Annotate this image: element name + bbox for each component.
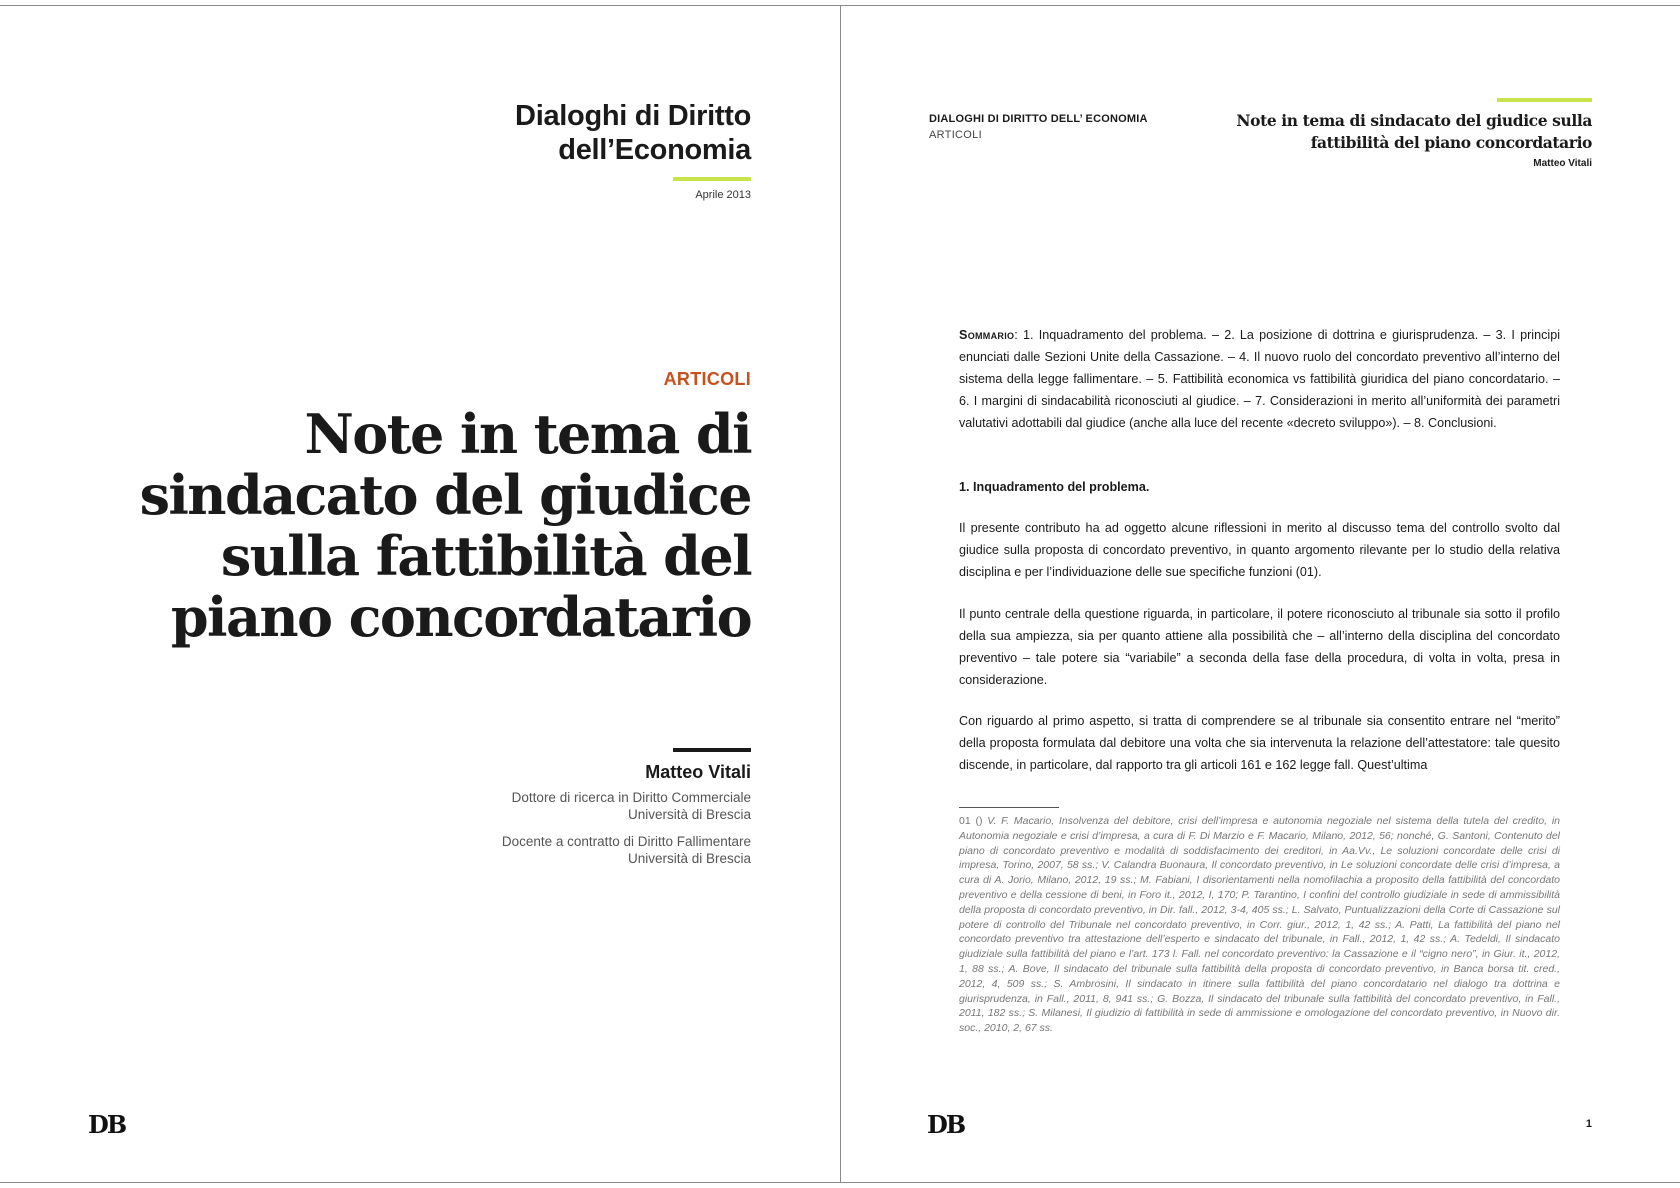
running-head-author: Matteo Vitali [1533,158,1592,169]
summary-text: : 1. Inquadramento del problema. – 2. La posizione di dottrina e giurisprudenza. – 3. I principi enunciati dalle Sezioni Unite della Cassazione. – 4. Il nuovo ruolo del concordato preventivo all’interno del sistema della legge fallimentare. – 5. Fattibilità economica vs fattibilità giuridica del piano concordatario. – 6. I margini di sindacabilità riconosciuti al giudice. – 7. Considerazioni in merito all’uniformità dei parametri valutativi adottabili dal giudice (anche alla luce del recente «decreto sviluppo»). – 8. Conclusioni. [959,328,1560,430]
accent-bar [673,177,751,181]
section-heading: 1. Inquadramento del problema. [959,480,1150,494]
running-title-line: Note in tema di sindacato del giudice sulla [1236,111,1592,130]
page-number: 1 [1585,1118,1592,1130]
publisher-logo: DB [88,1110,126,1139]
running-head-journal: DIALOGHI DI DIRITTO DELL’ ECONOMIA [929,113,1148,125]
summary-label: Sommario [959,328,1015,342]
affiliation-institution: Università di Brescia [627,851,751,866]
journal-title [515,99,751,167]
affiliation-role: Dottore di ricerca in Diritto Commerciale [511,790,751,805]
cover-page [0,6,840,1182]
affiliation-role: Docente a contratto di Diritto Fallimentare [501,834,751,849]
page-spread [0,5,1680,1183]
publisher-logo: DB [927,1110,965,1139]
running-title-line: fattibilità del piano concordatario [1310,133,1592,152]
author-name: Matteo Vitali [645,762,751,782]
body-paragraph: Con riguardo al primo aspetto, si tratta di comprendere se al tribunale sia consentito entrare nel “merito” della proposta formulata dal debitore una volta che sia intervenuta la relazione dell’attestatore: tale quesito discende, in particolare, dal rapporto tra gli articoli 161 e 162 legge fall. Quest’ultima [959,714,1560,772]
author-divider [673,748,751,752]
running-head-title [1236,110,1592,154]
issue-date: Aprile 2013 [695,189,751,201]
journal-title-line-2: dell’Economia [558,134,751,166]
accent-bar [1497,98,1592,102]
affiliation-institution: Università di Brescia [627,807,751,822]
article-title-line: Note in tema di [304,402,751,466]
article-title [111,404,751,648]
journal-title-line-1: Dialoghi di Diritto [515,100,751,132]
author-affiliation [512,789,751,823]
article-page [841,6,1680,1182]
author-affiliation [502,833,751,867]
article-title-line: sindacato del giudice [139,463,751,527]
footnote-divider [959,807,1059,808]
footnote-number: 01 () [959,815,988,827]
summary [959,324,1560,434]
body-paragraph: Il punto centrale della questione riguarda, in particolare, il potere riconosciuto al tribunale sia sotto il profilo della sua ampiezza, sia per quanto attiene alla possibilità che – all’interno della disciplina del concordato preventivo – tale potere sia “variabile” a seconda della fase della procedura, di volta in volta, presa in considerazione. [959,607,1560,687]
running-head-section: ARTICOLI [929,129,982,141]
footnote [959,814,1560,1036]
article-title-line: sulla fattibilità del [220,524,751,588]
section-label: ARTICOLI [663,369,751,389]
body-paragraph: Il presente contributo ha ad oggetto alcune riflessioni in merito al discusso tema del controllo svolto dal giudice sulla proposta di concordato preventivo, in quanto argomento rilevante per lo studio della relativa disciplina e per l’individuazione delle sue specifiche funzioni (01). [959,521,1560,579]
footnote-text: V. F. Macario, Insolvenza del debitore, crisi dell’impresa e autonomia negoziale nel sistema della tutela del credito, in Autonomia negoziale e crisi d’impresa, a cura di F. Di Marzio e F. Macario, Milano, 2012, 56; nonché, G. Santoni, Contenuto del piano di concordato preventivo e modalità di soddisfacimento dei creditori, in Aa.Vv., Le soluzioni concordate delle crisi di impresa, Torino, 2007, 58 ss.; V. Calandra Buonaura, Il concordato preventivo, in Le soluzioni concordate delle crisi d’impresa, a cura di A. Jorio, Milano, 2012, 19 ss.; M. Fabiani, I disorientamenti nella nomofilachia a proposito della fattibilità del concordato preventivo e della cessione di beni, in Foro it., 2012, I, 170; P. Tarantino, I confini del controllo giudiziale in sede di ammissibilità della proposta di concordato preventivo, in Dir. fall., 2012, 3-4, 405 ss.; L. Salvato, Puntualizzazioni della Corte di Cassazione sul potere di controllo del Tribunale nel concordato preventivo, in Corr. giur., 2012, 1, 42 ss.; A. Patti, La fattibilità del piano nel concordato preventivo tra attestazione dell’esperto e sindacato del tribunale, in Fall., 2012, 1, 42 ss.; A. Tedeldi, Il sindacato giudiziale sulla fattibilità del piano e l’art. 173 l. Fall. nel concordato preventivo: la Cassazione e il “cigno nero”, in Giur. it., 2012, 1, 88 ss.; A. Bove, Il sindacato del tribunale sulla fattibilità della proposta di concordato preventivo, in Banca borsa tit. cred., 2012, 4, 509 ss.; S. Ambrosini, Il sindacato in itinere sulla fattibilità del piano concordatario nel dialogo tra dottrina e giurisprudenza, in Fall., 2011, 8, 941 ss.; G. Bozza, Il sindacato del tribunale sulla fattibilità del concordato preventivo, in Fall., 2011, 182 ss.; S. Milanesi, Il giudizio di fattibilità in sede di ammissione e omologazione del concordato preventivo, in Nuovo dir. soc., 2010, 2, 67 ss. [959,815,1560,1035]
article-title-line: piano concordatario [170,585,751,649]
